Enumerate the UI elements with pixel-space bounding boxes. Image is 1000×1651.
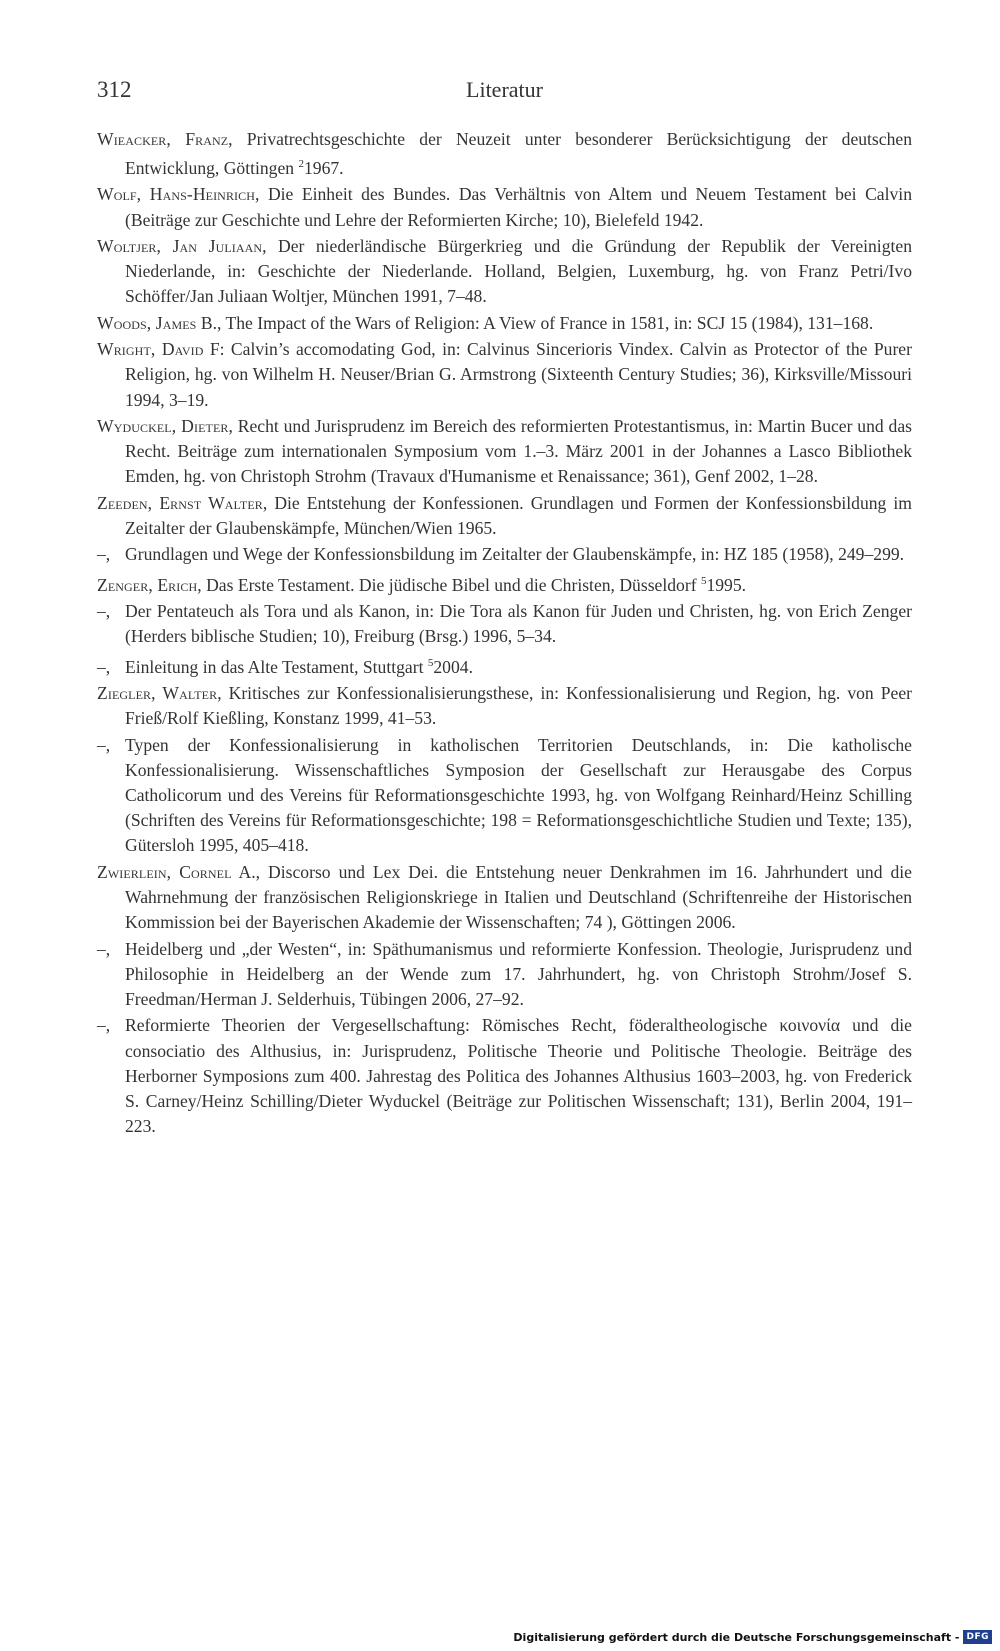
entry-text: A., Discorso und Lex Dei. die Entstehung neuer Denkrahmen im 16. Jahrhundert und die Wahrnehmung der französischen Religionskriege in Italien und Deutschland (Schriftenreihe der Historischen Kommission bei der Bayerischen Akademie der Wissenschaften; 74 ), Göttingen 2006. <box>125 861 912 933</box>
bibliography-entry <box>97 542 912 567</box>
entry-text: Grundlagen und Wege der Konfessionsbildung im Zeitalter der Glaubenskämpfe, in: HZ 185 (1958), 249–299. <box>125 544 905 565</box>
entry-author: Wright, David <box>97 339 204 360</box>
bibliography-entry <box>97 1013 912 1139</box>
entry-author: Wolf, Hans-Heinrich <box>97 184 256 205</box>
ditto-dash: –, <box>97 1015 111 1036</box>
entry-author: Zwierlein, Cornel <box>97 861 232 882</box>
entry-text: , Die Einheit des Bundes. Das Verhältnis von Altem und Neuem Testament bei Calvin (Beiträge zur Geschichte und Lehre der Reformierten Kirche; 10), Bielefeld 1942. <box>125 184 912 230</box>
bibliography-entry <box>97 234 912 310</box>
entry-text: , Recht und Jurisprudenz im Bereich des reformierten Protestantismus, in: Martin Bucer und das Recht. Beiträge zum internationalen Symposium vom 1.–3. März 2001 in der Johannes a Lasco Bibliothek Emden, hg. von Christoph Strohm (Travaux d'Humanisme et Renaissance; 361), Genf 2002, 1–28. <box>125 416 912 487</box>
bibliography-list <box>97 127 912 1141</box>
ditto-dash: –, <box>97 656 111 677</box>
entry-author: Wieacker, Franz <box>97 129 229 149</box>
ditto-dash: –, <box>97 938 111 959</box>
bibliography-entry <box>97 182 912 232</box>
ditto-dash: –, <box>97 601 111 622</box>
entry-text: F: Calvin’s accomodating God, in: Calvinus Sincerioris Vindex. Calvin as Protector of the Purer Religion, hg. von Wilhelm H. Neuser/Brian G. Armstrong (Sixteenth Century Studies; 36), Kirksville/Missouri 1994, 3–19. <box>125 339 912 410</box>
entry-text: Heidelberg und „der Westen“, in: Späthumanismus und reformierte Konfession. Theologie, Jurisprudenz und Philosophie in Heidelberg an der Wende zum 17. Jahrhundert, hg. von Christoph Strohm/Josef S. Freedman/Herman J. Selderhuis, Tübingen 2006, 27–92. <box>125 938 912 1009</box>
edition-superscript: 5 <box>427 656 434 669</box>
bibliography-entry <box>97 569 912 598</box>
entry-year: 1995. <box>706 574 747 595</box>
bibliography-entry <box>97 651 912 680</box>
entry-author: Zeeden, Ernst Walter <box>97 492 263 513</box>
entry-author: Woods, James <box>97 312 197 333</box>
entry-text: , Kritisches zur Konfessionalisierungsthese, in: Konfessionalisierung und Region, hg. von Peer Frieß/Rolf Kießling, Konstanz 1999, 41–53. <box>125 682 913 729</box>
bibliography-entry <box>97 337 912 413</box>
footer-text: Digitalisierung gefördert durch die Deutsche Forschungsgemeinschaft - <box>513 1630 960 1644</box>
entry-text: Typen der Konfessionalisierung in katholischen Territorien Deutschlands, in: Die katholische Konfessionalisierung. Wissenschaftliches Symposion der Gesellschaft zur Herausgabe des Corpus Catholicorum und des Vereins für Reformationsgeschichte 1993, hg. von Wolfgang Reinhard/Heinz Schilling (Schriften des Vereins für Reformationsgeschichte; 198 = Reformationsgeschichtliche Studien und Texte; 135), Gütersloh 1995, 405–418. <box>125 734 912 856</box>
entry-author: Zenger, Erich <box>97 574 198 595</box>
bibliography-entry <box>97 599 912 649</box>
entry-text: Einleitung in das Alte Testament, Stuttgart <box>125 656 428 677</box>
entry-author: Wyduckel, Dieter <box>97 416 229 437</box>
ditto-dash: –, <box>97 544 111 565</box>
entry-author: Ziegler, Walter <box>97 682 218 703</box>
digitization-footer <box>513 1629 992 1645</box>
page-header <box>97 72 912 108</box>
bibliography-entry <box>97 311 912 336</box>
entry-text: Reformierte Theorien der Vergesellschaftung: Römisches Recht, föderaltheologische κοινονία und die consociatio des Althusius, in: Jurisprudenz, Politische Theorie und Politische Theologie. Beiträge des Herborner Symposions zum 400. Jahrestag des Politica des Johannes Althusius 1603–2003, hg. von Frederick S. Carney/Heinz Schilling/Dieter Wyduckel (Beiträge zur Politischen Wissenschaft; 131), Berlin 2004, 191–223. <box>125 1015 912 1137</box>
entry-text: B., The Impact of the Wars of Religion: A View of France in 1581, in: SCJ 15 (1984), 131–168. <box>196 312 874 333</box>
bibliography-entry <box>97 414 912 490</box>
entry-text: Der Pentateuch als Tora und als Kanon, in: Die Tora als Kanon für Juden und Christen, hg. von Erich Zenger (Herders biblische Studien; 10), Freiburg (Brsg.) 1996, 5–34. <box>125 601 912 647</box>
entry-year: 1967. <box>303 158 344 179</box>
entry-year: 2004. <box>433 656 473 677</box>
entry-text: , Das Erste Testament. Die jüdische Bibel und die Christen, Düsseldorf <box>197 574 701 595</box>
bibliography-entry <box>97 937 912 1013</box>
bibliography-entry <box>97 860 912 936</box>
bibliography-entry <box>97 733 912 859</box>
running-head: Literatur <box>466 77 543 102</box>
bibliography-entry <box>97 127 912 181</box>
bibliography-entry <box>97 491 912 541</box>
edition-superscript: 2 <box>298 158 304 171</box>
bibliography-entry <box>97 681 912 731</box>
entry-text: , Der niederländische Bürgerkrieg und die Gründung der Republik der Vereinigten Niederlande, in: Geschichte der Niederlande. Holland, Belgien, Luxemburg, hg. von Franz Petri/Ivo Schöffer/Jan Juliaan Woltjer, München 1991, 7–48. <box>125 236 912 307</box>
entry-text: , Privatrechtsgeschichte der Neuzeit unter besonderer Berücksichtigung der deutschen Entwicklung, Göttingen <box>125 129 912 179</box>
edition-superscript: 5 <box>700 574 707 587</box>
ditto-dash: –, <box>97 734 111 755</box>
dfg-logo-icon: DFG <box>963 1630 992 1644</box>
page-number: 312 <box>97 77 132 102</box>
entry-author: Woltjer, Jan Juliaan <box>97 236 263 257</box>
entry-text: , Die Entstehung der Konfessionen. Grundlagen und Formen der Konfessionsbildung im Zeitalter der Glaubenskämpfe, München/Wien 1965. <box>125 492 912 539</box>
